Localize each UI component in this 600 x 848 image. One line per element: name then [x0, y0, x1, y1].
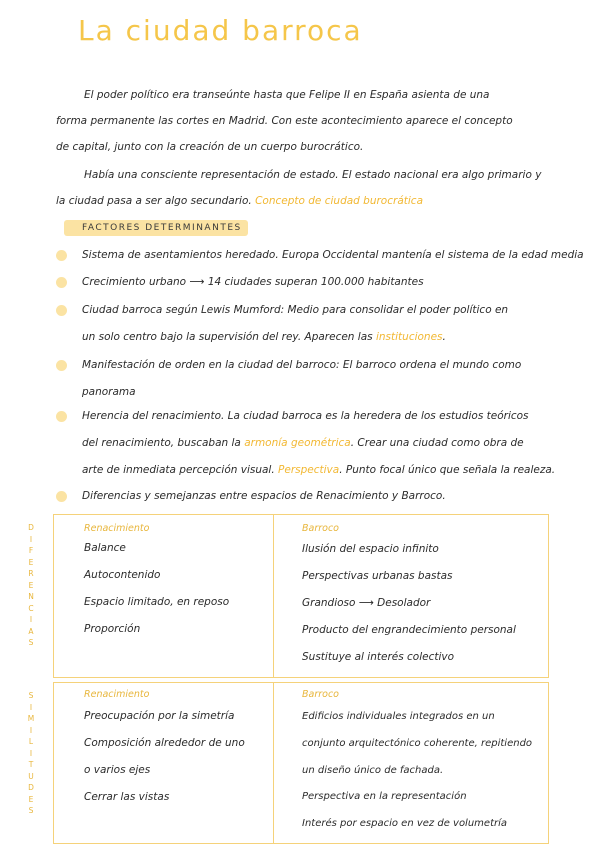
- perspectiva-highlight: Perspectiva: [278, 464, 340, 476]
- side-letter: F: [28, 546, 34, 555]
- sim-left-4: Cerrar las vistas: [84, 791, 170, 803]
- bullet-3-line-2: [82, 324, 446, 351]
- bullet-3-line-1: Ciudad barroca según Lewis Mumford: Medio para consolidar el poder político en: [82, 304, 509, 316]
- side-letter: I: [29, 615, 33, 624]
- side-letter: I: [29, 725, 33, 735]
- side-label-similitudes: [25, 690, 37, 817]
- side-letter: U: [28, 771, 34, 781]
- dif-head-barroco: Barroco: [302, 523, 339, 534]
- side-letter: I: [29, 534, 33, 544]
- dif-right-2: Perspectivas urbanas bastas: [302, 570, 453, 582]
- bullet-dot-2: [56, 277, 67, 288]
- side-letter: C: [28, 603, 34, 613]
- diferencias-table: [53, 514, 549, 678]
- section-label-factores: FACTORES DETERMINANTES: [64, 220, 248, 236]
- bullet-6: Diferencias y semejanzas entre espacios de Renacimiento y Barroco.: [82, 490, 446, 502]
- side-letter: L: [28, 737, 34, 746]
- armonia-highlight: armonía geométrica: [244, 437, 351, 449]
- concept-highlight: Concepto de ciudad burocrática: [255, 195, 424, 207]
- bullet-5-text-b: . Crear una ciudad como obra de: [350, 437, 524, 449]
- page-title: La ciudad barroca: [78, 14, 363, 47]
- bullet-5-text-d: . Punto focal único que señala la realeza.: [339, 464, 556, 476]
- side-letter: M: [27, 714, 35, 723]
- side-letter: D: [28, 783, 34, 792]
- bullet-5-line-3: [82, 457, 555, 484]
- bullet-5-line-2: [82, 430, 524, 457]
- dif-head-renacimiento: Renacimiento: [84, 523, 150, 534]
- dif-left-4: Proporción: [84, 623, 141, 635]
- bullet-4-line-1: Manifestación de orden en la ciudad del barroco: El barroco ordena el mundo como: [82, 359, 522, 371]
- dif-left-2: Autocontenido: [84, 569, 161, 581]
- column-divider: [273, 515, 274, 677]
- side-letter: E: [28, 794, 34, 804]
- side-letter: A: [28, 626, 34, 636]
- sim-head-barroco: Barroco: [302, 689, 339, 700]
- side-letter: I: [29, 748, 33, 758]
- intro-line-1: El poder político era transeúnte hasta que Felipe II en España asienta de una: [84, 89, 490, 101]
- bullet-dot-4: [56, 360, 67, 371]
- sim-right-5: Interés por espacio en vez de volumetría: [302, 818, 508, 829]
- side-letter: E: [28, 557, 34, 567]
- dif-left-3: Espacio limitado, en reposo: [84, 596, 230, 608]
- bullet-1: Sistema de asentamientos heredado. Europa Occidental mantenía el sistema de la edad media: [82, 249, 584, 261]
- dif-right-3: Grandioso ⟶ Desolador: [302, 597, 431, 609]
- sim-left-1: Preocupación por la simetría: [84, 710, 235, 722]
- side-letter: S: [28, 691, 34, 700]
- similitudes-table: [53, 682, 549, 844]
- sim-left-2: Composición alrededor de uno: [84, 737, 245, 749]
- intro-line-4: Había una consciente representación de estado. El estado nacional era algo primario y: [84, 169, 542, 181]
- bullet-5-text-a: del renacimiento, buscaban la: [82, 437, 241, 449]
- bullet-3-end: .: [442, 331, 446, 343]
- side-letter: S: [28, 806, 34, 815]
- side-letter: E: [28, 580, 34, 590]
- side-letter: T: [28, 760, 34, 769]
- intro-line-3: de capital, junto con la creación de un cuerpo burocrático.: [56, 141, 364, 153]
- side-letter: D: [28, 523, 34, 532]
- sim-right-3: un diseño único de fachada.: [302, 765, 444, 776]
- sim-right-1: Edificios individuales integrados en un: [302, 711, 495, 722]
- side-letter: R: [28, 569, 34, 578]
- sim-right-2: conjunto arquitectónico coherente, repitiendo: [302, 738, 533, 749]
- bullet-dot-3: [56, 305, 67, 316]
- side-label-diferencias: [25, 522, 37, 649]
- dif-left-1: Balance: [84, 542, 126, 554]
- sim-left-3: o varios ejes: [84, 764, 151, 776]
- side-letter: S: [28, 638, 34, 647]
- side-letter: N: [28, 592, 34, 601]
- bullet-dot-6: [56, 491, 67, 502]
- bullet-3-text: un solo centro bajo la supervisión del rey. Aparecen las: [82, 331, 373, 343]
- bullet-5-text-c: arte de inmediata percepción visual.: [82, 464, 275, 476]
- bullet-4-line-2: panorama: [82, 386, 136, 398]
- dif-right-4: Producto del engrandecimiento personal: [302, 624, 516, 636]
- bullet-dot-5: [56, 411, 67, 422]
- intro-line-2: forma permanente las cortes en Madrid. Con este acontecimiento aparece el concepto: [56, 115, 513, 127]
- column-divider: [273, 683, 274, 843]
- bullet-2: Crecimiento urbano ⟶ 14 ciudades superan 100.000 habitantes: [82, 276, 424, 288]
- sim-right-4: Perspectiva en la representación: [302, 791, 467, 802]
- bullet-5-line-1: Herencia del renacimiento. La ciudad barroca es la heredera de los estudios teóricos: [82, 410, 529, 422]
- side-letter: I: [29, 702, 33, 712]
- instituciones-highlight: instituciones: [375, 331, 443, 343]
- intro-line-5: [56, 188, 423, 214]
- sim-head-renacimiento: Renacimiento: [84, 689, 150, 700]
- dif-right-5: Sustituye al interés colectivo: [302, 651, 455, 663]
- dif-right-1: Ilusión del espacio infinito: [302, 543, 439, 555]
- bullet-dot-1: [56, 250, 67, 261]
- intro-paragraph: [0, 82, 600, 212]
- intro-line-5-text: la ciudad pasa a ser algo secundario.: [56, 195, 252, 207]
